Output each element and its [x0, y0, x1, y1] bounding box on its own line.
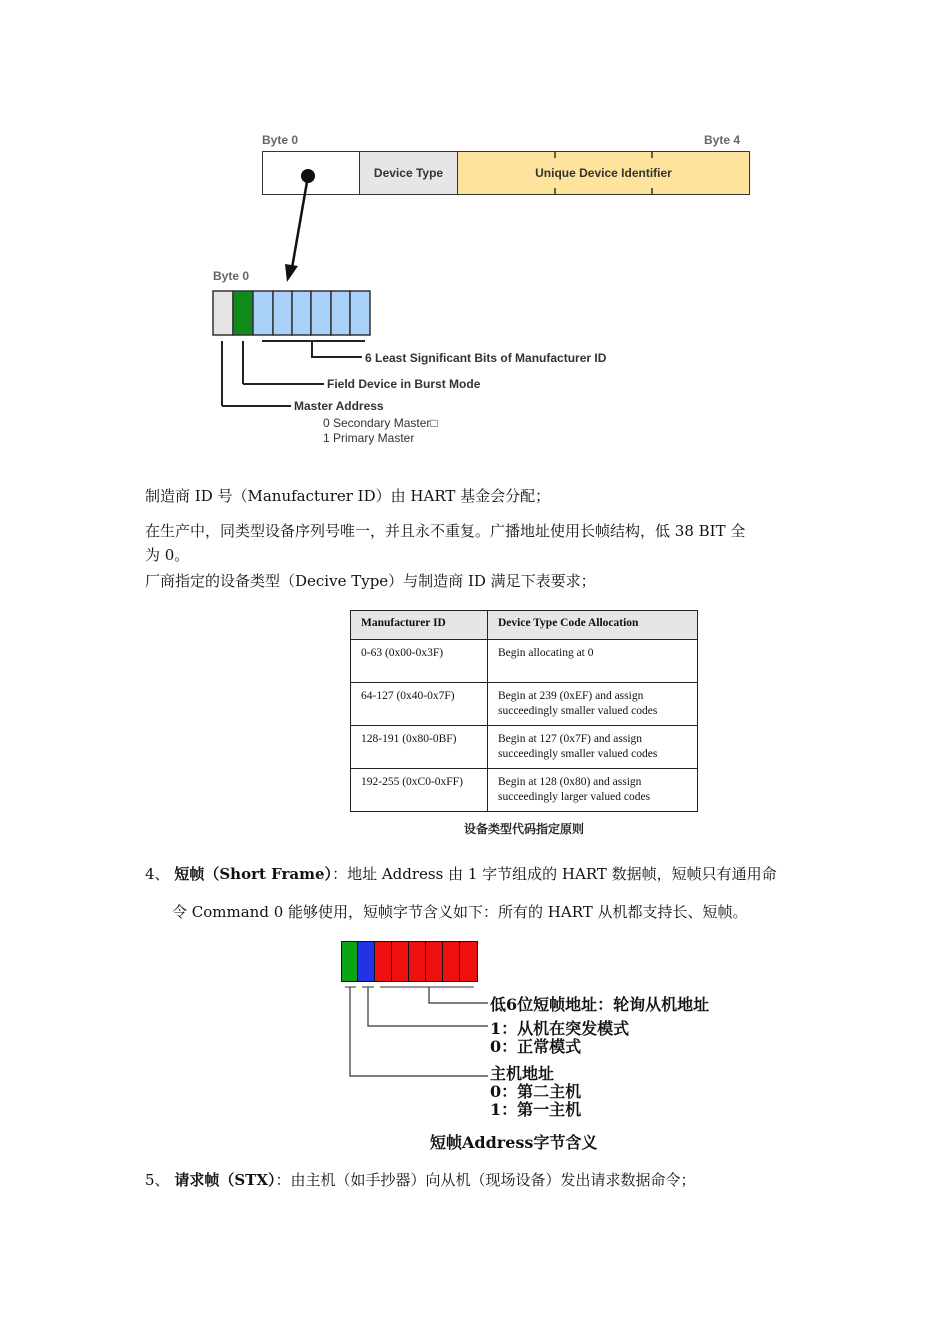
device-type-cell: Device Type	[359, 151, 458, 195]
master-0-label: 0：第二主机	[490, 1082, 582, 1101]
master-address-label: Master Address	[294, 399, 384, 413]
unique-id-cell: Unique Device Identifier	[457, 151, 750, 195]
table-cell-id: 0-63 (0x00-0x3F)	[351, 640, 488, 683]
paragraph-serial-line1: 在生产中，同类型设备序列号唯一，并且永不重复。广播地址使用长帧结构，低 38 BIT 全	[145, 522, 746, 540]
section5-text: ：由主机（如手抄器）向从机（现场设备）发出请求数据命令；	[275, 1171, 696, 1189]
section5-title: 请求帧（STX）	[174, 1171, 276, 1189]
table-cell-id: 64-127 (0x40-0x7F)	[351, 683, 488, 726]
inner-byte0-label: Byte 0	[213, 269, 250, 283]
section4-number: 4、	[145, 865, 170, 883]
table-header-cell: Device Type Code Allocation	[488, 611, 698, 640]
paragraph-serial-line2: 为 0。	[145, 546, 190, 564]
mfr-bits-label: 6 Least Significant Bits of Manufacturer ID	[365, 351, 607, 365]
master-address-cn-label: 主机地址	[490, 1064, 555, 1083]
section5-line	[145, 1169, 695, 1191]
burst-mode-label: Field Device in Burst Mode	[327, 377, 481, 391]
table-cell-alloc: Begin at 128 (0x80) and assign succeedingly larger valued codes	[488, 769, 698, 812]
low6-label: 低6位短帧地址：轮询从机地址	[490, 995, 710, 1014]
table-cell-alloc: Begin at 127 (0x7F) and assign succeedingly smaller valued codes	[488, 726, 698, 769]
table-header-cell: Manufacturer ID	[351, 611, 488, 640]
section4-title: 短帧（Short Frame）	[174, 865, 333, 883]
section4-text: ：地址 Address 由 1 字节组成的 HART 数据帧，短帧只有通用命	[332, 865, 777, 883]
master-1-label: 1：第一主机	[490, 1100, 582, 1119]
table-cell-id: 192-255 (0xC0-0xFF)	[351, 769, 488, 812]
table-cell-id: 128-191 (0x80-0BF)	[351, 726, 488, 769]
short-frame-caption: 短帧Address字节含义	[430, 1133, 598, 1152]
table-cell-alloc: Begin allocating at 0	[488, 640, 698, 683]
secondary-master-label: 0 Secondary Master□	[323, 416, 438, 430]
primary-master-label: 1 Primary Master	[323, 431, 415, 445]
burst-1-label: 1：从机在突发模式	[490, 1019, 630, 1038]
paragraph-device-type: 厂商指定的设备类型（Decive Type）与制造商 ID 满足下表要求；	[145, 572, 596, 590]
burst-0-label: 0：正常模式	[490, 1037, 582, 1056]
table-cell-alloc: Begin at 239 (0xEF) and assign succeedingly smaller valued codes	[488, 683, 698, 726]
section5-number: 5、	[145, 1171, 170, 1189]
byte4-label: Byte 4	[704, 133, 741, 147]
byte0-label: Byte 0	[262, 133, 299, 147]
section4-line2: 令 Command 0 能够使用，短帧字节含义如下：所有的 HART 从机都支持长、短帧。	[172, 903, 748, 921]
table-caption: 设备类型代码指定原则	[463, 822, 584, 836]
paragraph-manufacturer-id: 制造商 ID 号（Manufacturer ID）由 HART 基金会分配；	[145, 487, 551, 505]
